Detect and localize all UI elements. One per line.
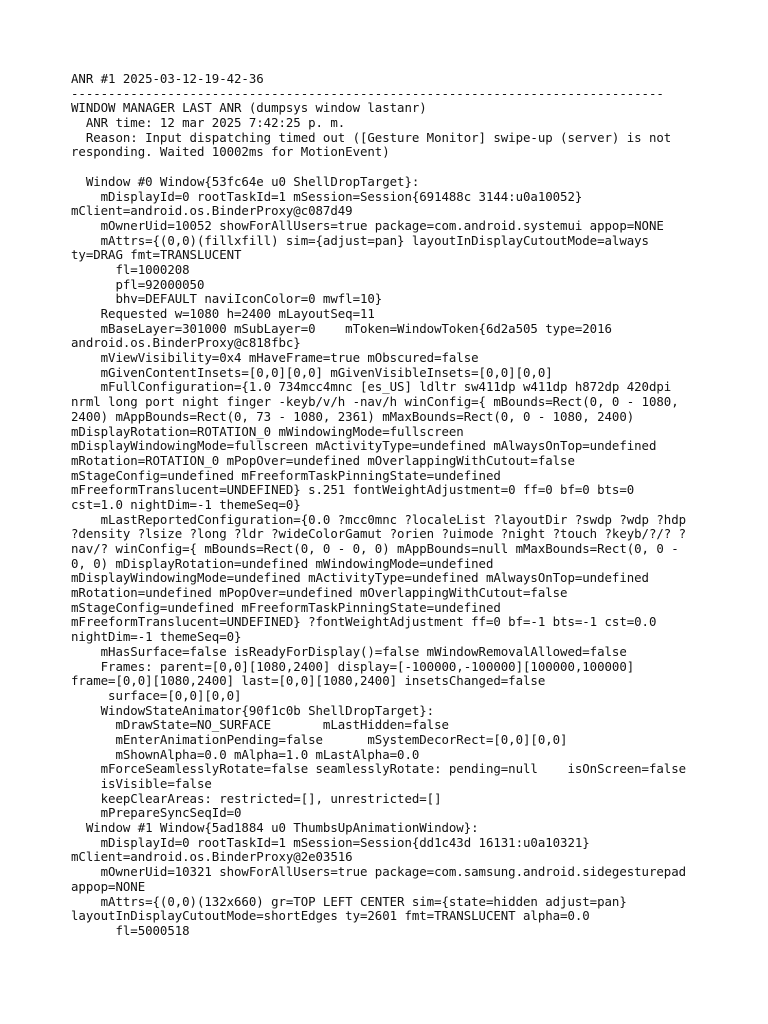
- log-line: mBaseLayer=301000 mSubLayer=0 mToken=WindowToken{6d2a505 type=2016: [71, 320, 612, 336]
- log-line: Frames: parent=[0,0][1080,2400] display=[-100000,-100000][100000,100000]: [71, 658, 635, 674]
- log-line: --------------------------------------------------------------------------------: [71, 85, 664, 101]
- log-line: mFreeformTranslucent=UNDEFINED} ?fontWeightAdjustment ff=0 bf=-1 bts=-1 cst=0.0: [71, 614, 657, 630]
- log-line: mDisplayWindowingMode=undefined mActivityType=undefined mAlwaysOnTop=undefined: [71, 570, 649, 586]
- log-line: mLastReportedConfiguration={0.0 ?mcc0mnc ?localeList ?layoutDir ?swdp ?wdp ?hdp: [71, 511, 687, 527]
- log-line: cst=1.0 nightDim=-1 themeSeq=0}: [71, 496, 301, 512]
- log-line: mFullConfiguration={1.0 734mcc4mnc [es_US] ldltr sw411dp w411dp h872dp 420dpi: [71, 379, 672, 395]
- log-line: appop=NONE: [71, 878, 146, 894]
- log-line: ty=DRAG fmt=TRANSLUCENT: [71, 247, 242, 263]
- log-line: mRotation=undefined mPopOver=undefined mOverlappingWithCutout=false: [71, 585, 568, 601]
- log-line: mAttrs={(0,0)(132x660) gr=TOP LEFT CENTER sim={state=hidden adjust=pan}: [71, 893, 627, 909]
- log-line: Requested w=1080 h=2400 mLayoutSeq=11: [71, 306, 375, 321]
- log-line: android.os.BinderProxy@c818fbc}: [71, 335, 301, 351]
- log-line: mShownAlpha=0.0 mAlpha=1.0 mLastAlpha=0.0: [71, 746, 420, 762]
- log-line: mClient=android.os.BinderProxy@2e03516: [71, 849, 353, 865]
- log-line: 0, 0) mDisplayRotation=undefined mWindowingMode=undefined: [71, 555, 494, 571]
- log-line: mGivenContentInsets=[0,0][0,0] mGivenVisibleInsets=[0,0][0,0]: [71, 364, 553, 380]
- log-line: mHasSurface=false isReadyForDisplay()=false mWindowRemovalAllowed=false: [71, 643, 627, 659]
- log-line: nrml long port night finger -keyb/v/h -nav/h winConfig={ mBounds=Rect(0, 0 - 1080,: [71, 394, 679, 410]
- anr-log-document: [71, 72, 721, 939]
- log-line: Window #0 Window{53fc64e u0 ShellDropTarget}:: [71, 173, 420, 189]
- log-line: mDisplayRotation=ROTATION_0 mWindowingMode=fullscreen: [71, 423, 464, 439]
- log-line: mRotation=ROTATION_0 mPopOver=undefined mOverlappingWithCutout=false: [71, 452, 575, 468]
- log-line: pfl=92000050: [71, 276, 205, 292]
- log-line: [71, 160, 721, 175]
- log-line: fl=5000518: [71, 922, 190, 938]
- log-line: keepClearAreas: restricted=[], unrestricted=[]: [71, 790, 442, 806]
- log-line: mDrawState=NO_SURFACE mLastHidden=false: [71, 717, 449, 733]
- log-line: frame=[0,0][1080,2400] last=[0,0][1080,2400] insetsChanged=false: [71, 673, 546, 689]
- log-line: surface=[0,0][0,0]: [71, 687, 242, 703]
- log-line: nav/? winConfig={ mBounds=Rect(0, 0 - 0, 0) mAppBounds=null mMaxBounds=Rect(0, 0 -: [71, 541, 679, 556]
- log-line: mOwnerUid=10321 showForAllUsers=true package=com.samsung.android.sidegesturepad: [71, 864, 687, 880]
- log-line: responding. Waited 10002ms for MotionEvent): [71, 144, 390, 160]
- log-line: mStageConfig=undefined mFreeformTaskPinningState=undefined: [71, 467, 501, 483]
- log-line: layoutInDisplayCutoutMode=shortEdges ty=2601 fmt=TRANSLUCENT alpha=0.0: [71, 908, 590, 924]
- log-line: mPrepareSyncSeqId=0: [71, 805, 242, 821]
- log-line: mClient=android.os.BinderProxy@c087d49: [71, 203, 353, 219]
- log-line: fl=1000208: [71, 261, 190, 277]
- log-line: mOwnerUid=10052 showForAllUsers=true package=com.android.systemui appop=NONE: [71, 217, 664, 233]
- log-line: WINDOW MANAGER LAST ANR (dumpsys window lastanr): [71, 100, 427, 116]
- log-line: mStageConfig=undefined mFreeformTaskPinningState=undefined: [71, 599, 501, 615]
- log-line: ANR #1 2025-03-12-19-42-36: [71, 71, 264, 86]
- log-line: isVisible=false: [71, 776, 212, 791]
- log-line: mDisplayId=0 rootTaskId=1 mSession=Session{dd1c43d 16131:u0a10321}: [71, 834, 590, 850]
- log-line: Window #1 Window{5ad1884 u0 ThumbsUpAnimationWindow}:: [71, 820, 479, 836]
- log-line: mFreeformTranslucent=UNDEFINED} s.251 fontWeightAdjustment=0 ff=0 bf=0 bts=0: [71, 482, 635, 498]
- log-line: Reason: Input dispatching timed out ([Gesture Monitor] swipe-up (server) is not: [71, 129, 672, 145]
- log-line: mDisplayWindowingMode=fullscreen mActivityType=undefined mAlwaysOnTop=undefined: [71, 438, 657, 454]
- log-line: bhv=DEFAULT naviIconColor=0 mwfl=10}: [71, 291, 383, 307]
- log-line: mAttrs={(0,0)(fillxfill) sim={adjust=pan} layoutInDisplayCutoutMode=always: [71, 232, 649, 248]
- log-line: ANR time: 12 mar 2025 7:42:25 p. m.: [71, 115, 346, 131]
- log-line: mDisplayId=0 rootTaskId=1 mSession=Session{691488c 3144:u0a10052}: [71, 188, 583, 204]
- log-line: nightDim=-1 themeSeq=0}: [71, 629, 242, 645]
- log-line: 2400) mAppBounds=Rect(0, 73 - 1080, 2361) mMaxBounds=Rect(0, 0 - 1080, 2400): [71, 408, 635, 424]
- log-line: WindowStateAnimator{90f1c0b ShellDropTarget}:: [71, 702, 435, 718]
- log-line: mForceSeamlesslyRotate=false seamlesslyRotate: pending=null isOnScreen=false: [71, 761, 687, 777]
- log-line: ?density ?lsize ?long ?ldr ?wideColorGamut ?orien ?uimode ?night ?touch ?keyb/?/? ?: [71, 526, 687, 542]
- log-line: mViewVisibility=0x4 mHaveFrame=true mObscured=false: [71, 350, 479, 366]
- log-line: mEnterAnimationPending=false mSystemDecorRect=[0,0][0,0]: [71, 731, 568, 747]
